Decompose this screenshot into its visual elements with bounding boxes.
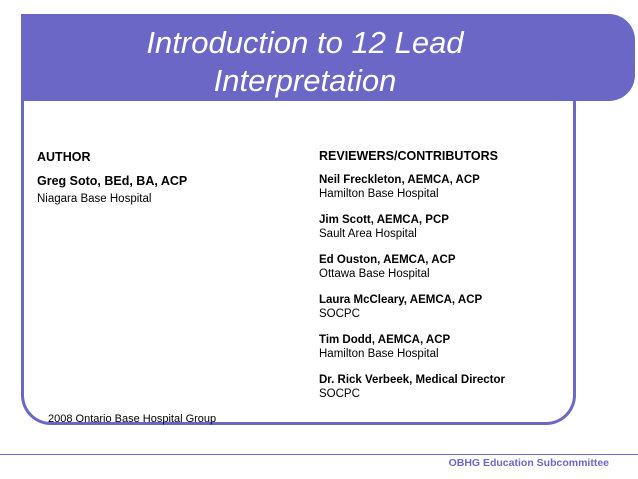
author-section xyxy=(37,150,287,205)
reviewer-name: Dr. Rick Verbeek, Medical Director xyxy=(319,374,506,386)
reviewer-affiliation: Hamilton Base Hospital xyxy=(319,348,439,360)
reviewer-entry xyxy=(319,173,569,201)
author-heading: AUTHOR xyxy=(37,150,91,164)
reviewers-heading: REVIEWERS/CONTRIBUTORS xyxy=(319,149,498,163)
author-affiliation: Niagara Base Hospital xyxy=(37,193,152,205)
slide-title xyxy=(50,24,560,100)
title-line-1: Introduction to 12 Lead xyxy=(146,25,464,60)
committee-footer: OBHG Education Subcommittee xyxy=(448,457,609,469)
reviewer-affiliation: Hamilton Base Hospital xyxy=(319,188,439,200)
reviewer-name: Ed Ouston, AEMCA, ACP xyxy=(319,254,456,266)
copyright-text: 2008 Ontario Base Hospital Group xyxy=(48,413,217,425)
reviewer-affiliation: SOCPC xyxy=(319,308,360,320)
reviewer-entry xyxy=(319,333,569,361)
footer-divider xyxy=(0,454,638,455)
reviewer-name: Laura McCleary, AEMCA, ACP xyxy=(319,294,483,306)
reviewer-entry xyxy=(319,373,569,401)
reviewer-affiliation: SOCPC xyxy=(319,388,360,400)
reviewer-affiliation: Sault Area Hospital xyxy=(319,228,417,240)
reviewer-name: Tim Dodd, AEMCA, ACP xyxy=(319,334,451,346)
reviewer-name: Jim Scott, AEMCA, PCP xyxy=(319,214,449,226)
reviewer-name: Neil Freckleton, AEMCA, ACP xyxy=(319,174,480,186)
reviewer-entry xyxy=(319,253,569,281)
reviewer-affiliation: Ottawa Base Hospital xyxy=(319,268,430,280)
title-line-2: Interpretation xyxy=(213,63,397,98)
author-name: Greg Soto, BEd, BA, ACP xyxy=(37,174,188,188)
reviewer-entry xyxy=(319,213,569,241)
reviewer-entry xyxy=(319,293,569,321)
reviewers-section xyxy=(319,149,569,413)
